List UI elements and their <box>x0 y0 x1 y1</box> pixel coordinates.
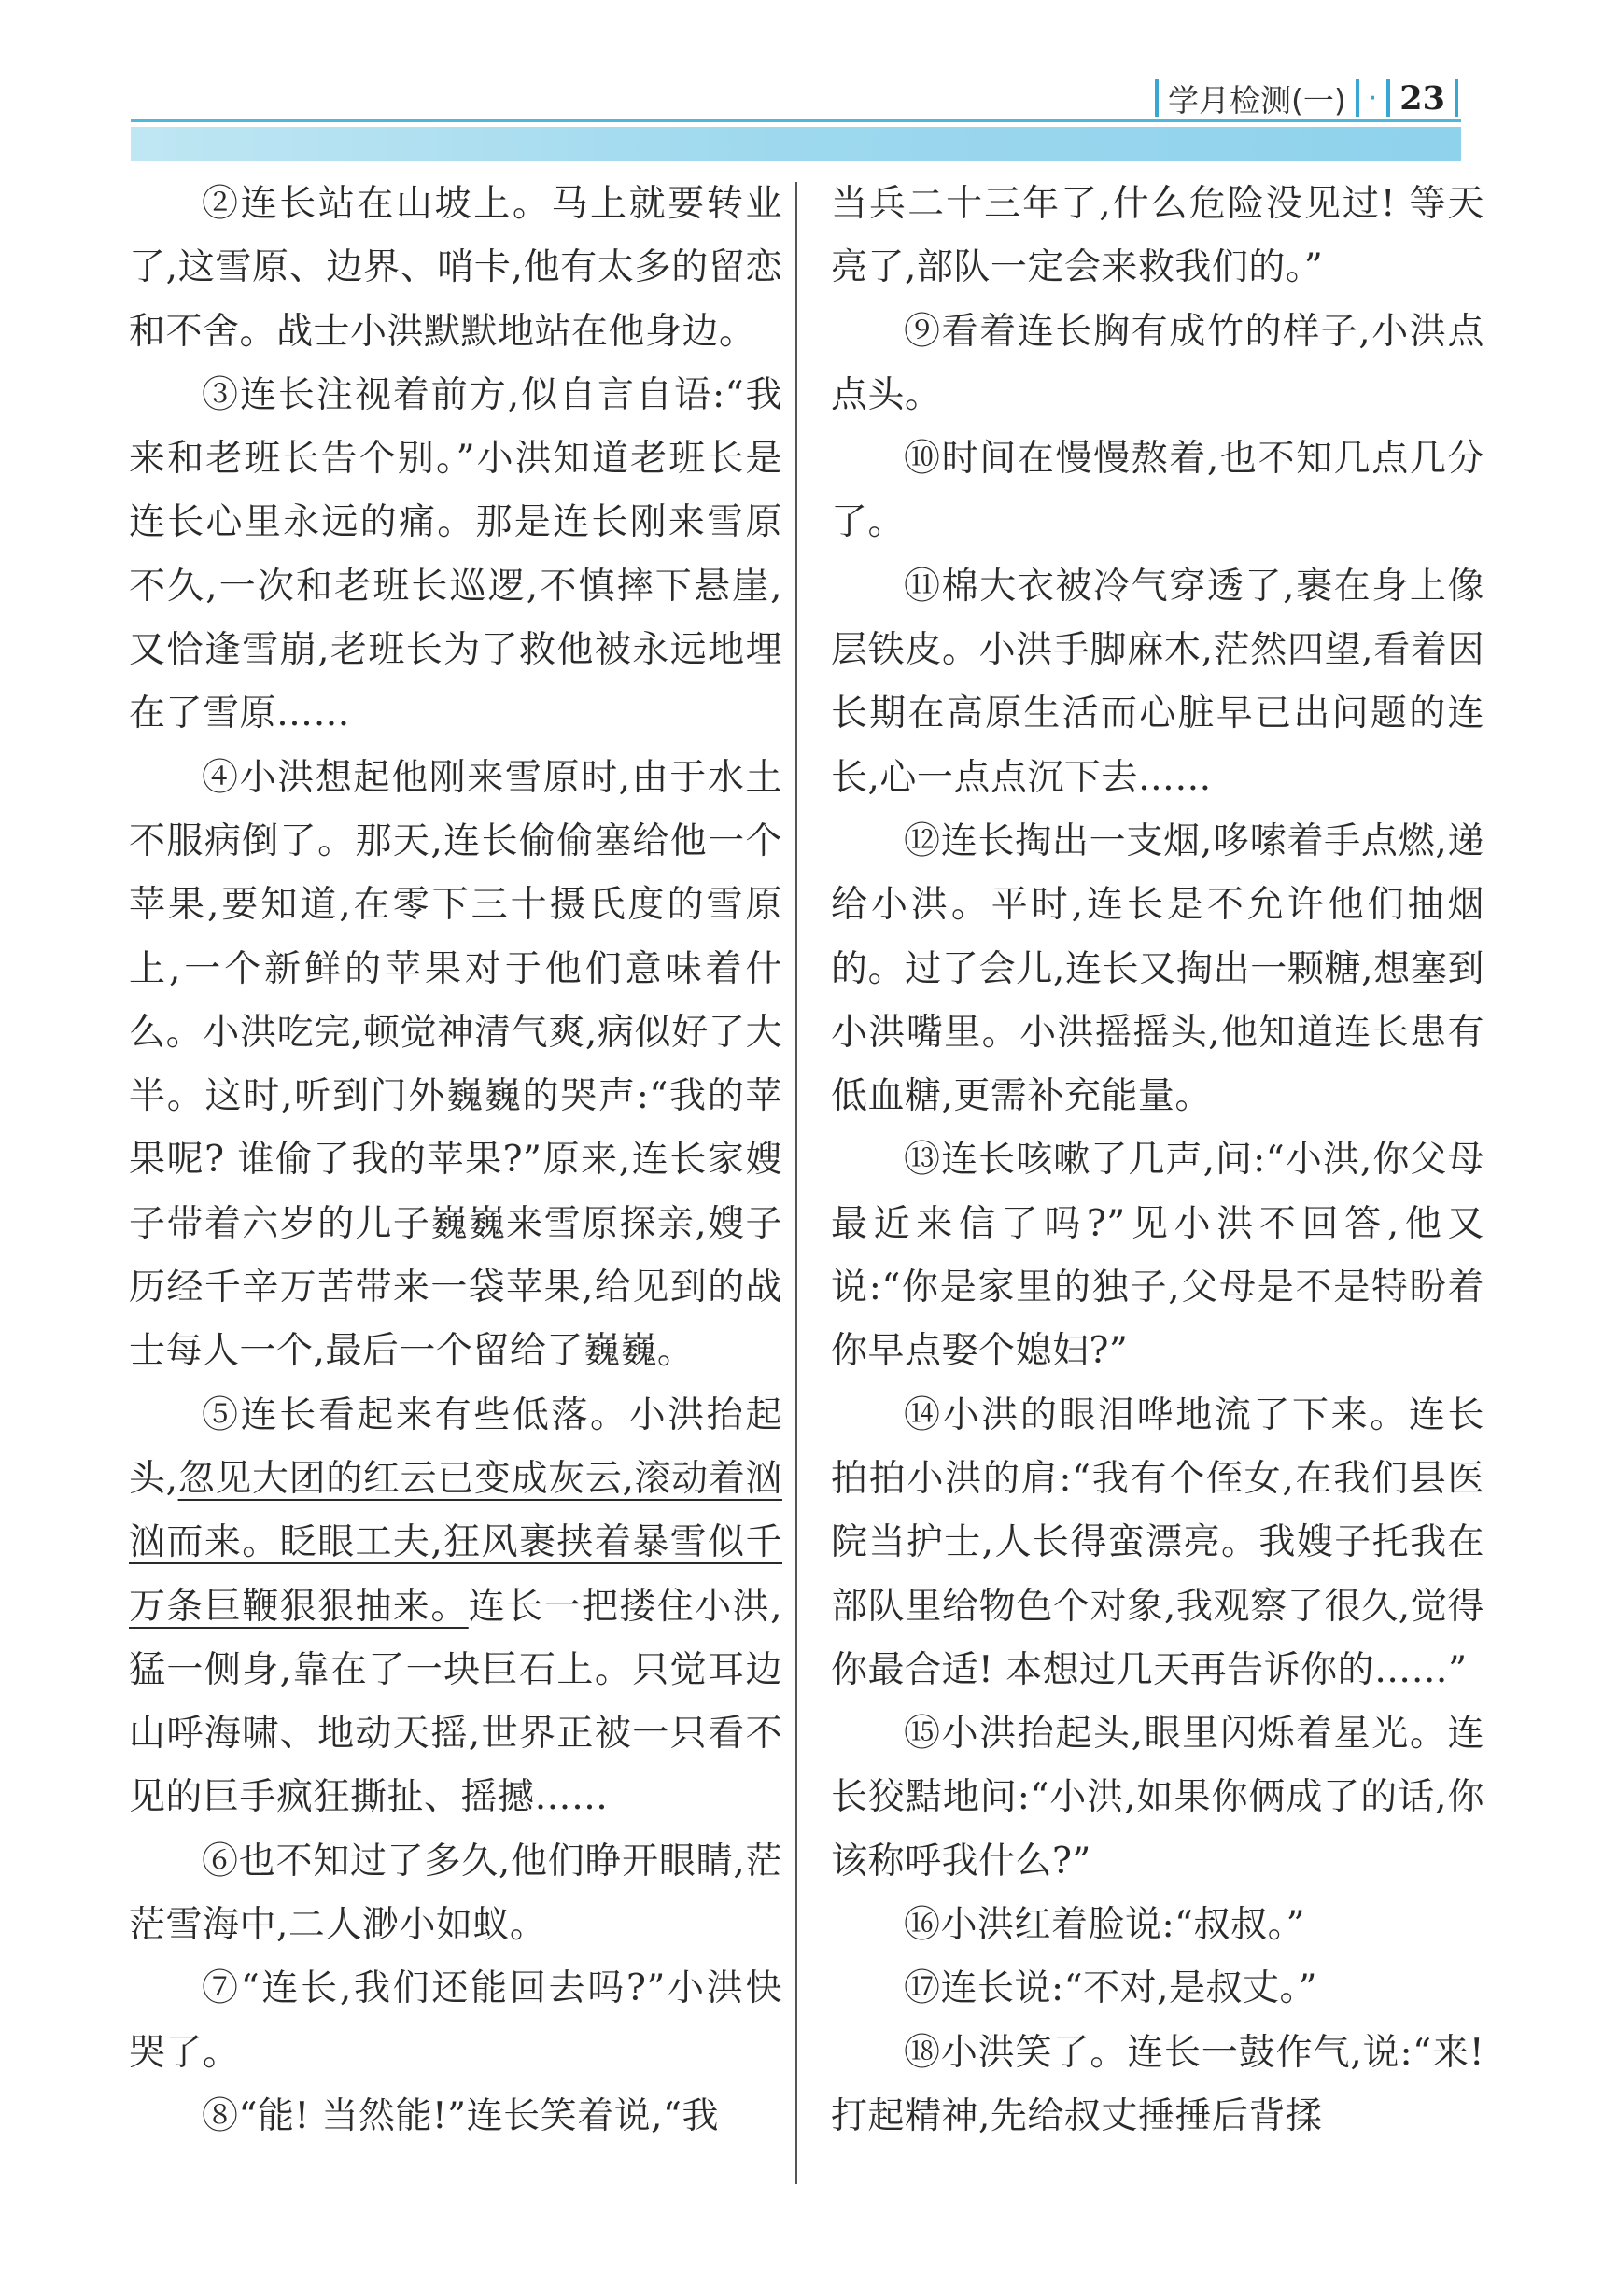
section-title: 学月检测(一) <box>1167 81 1346 119</box>
left-column <box>129 173 782 2149</box>
paragraph-5-end: 连长一把搂住小洪,猛一侧身,靠在了一块巨石上。只觉耳边山呼海啸、地动天摇,世界正被一只看不见的巨手疯狂撕扯、摇撼…… <box>129 1585 782 1819</box>
paragraph-14: ⑭小洪的眼泪哗地流了下来。连长拍拍小洪的肩:“我有个侄女,在我们县医院当护士,人长得蛮漂亮。我嫂子托我在部队里给物色个对象,我观察了很久,觉得你最合适! 本想过几天再告诉你的……” <box>831 1393 1484 1691</box>
paragraph-5-start: ⑤连长看起来有些低落。小洪抬起头, <box>129 1393 782 1500</box>
header-bar-mid2 <box>1386 79 1390 117</box>
paragraph-8-continued: 当兵二十三年了,什么危险没见过! 等天亮了,部队一定会来救我们的。” <box>831 183 1484 289</box>
paragraph-10: ⑩时间在慢慢熬着,也不知几点几分了。 <box>831 438 1484 544</box>
paragraph-12: ⑫连长掏出一支烟,哆嗦着手点燃,递给小洪。平时,连长是不允许他们抽烟的。过了会儿,连长又掏出一颗糖,想塞到小洪嘴里。小洪摇摇头,他知道连长患有低血糖,更需补充能量。 <box>831 819 1484 1118</box>
paragraph-5 <box>129 1384 782 1830</box>
page-number: 23 <box>1399 78 1445 118</box>
header-bar-mid <box>1356 79 1359 117</box>
header-strip <box>131 127 1461 161</box>
paragraph-4: ④小洪想起他刚来雪原时,由于水土不服病倒了。那天,连长偷偷塞给他一个苹果,要知道,在零下三十摄氏度的雪原上,一个新鲜的苹果对于他们意味着什么。小洪吃完,顿觉神清气爽,病似好了大半。这时,听到门外巍巍的哭声:“我的苹果呢? 谁偷了我的苹果?”原来,连长家嫂子带着六岁的儿子巍巍来雪原探亲,嫂子历经千辛万苦带来一袋苹果,给见到的战士每人一个,最后一个留给了巍巍。 <box>129 756 782 1373</box>
paragraph-6: ⑥也不知过了多久,他们睁开眼睛,茫茫雪海中,二人渺小如蚁。 <box>129 1840 782 1947</box>
right-column <box>831 173 1484 2149</box>
paragraph-11: ⑪棉大衣被冷气穿透了,裹在身上像层铁皮。小洪手脚麻木,茫然四望,看着因长期在高原生活而心脏早已出问题的连长,心一点点沉下去…… <box>831 565 1484 799</box>
page-header <box>0 0 1603 163</box>
paragraph-17: ⑰连长说:“不对,是叔丈。” <box>904 1967 1317 2010</box>
paragraph-16: ⑯小洪红着脸说:“叔叔。” <box>904 1904 1306 1947</box>
header-label <box>1155 77 1458 119</box>
column-divider <box>795 182 797 2184</box>
paragraph-3: ③连长注视着前方,似自言自语:“我来和老班长告个别。”小洪知道老班长是连长心里永远的痛。那是连长刚来雪原不久,一次和老班长巡逻,不慎摔下悬崖,又恰逢雪崩,老班长为了救他被永远地埋在了雪原…… <box>129 373 782 735</box>
header-bar-right <box>1455 79 1458 117</box>
paragraph-2: ②连长站在山坡上。马上就要转业了,这雪原、边界、哨卡,他有太多的留恋和不舍。战士小洪默默地站在他身边。 <box>129 183 782 353</box>
paragraph-9: ⑨看着连长胸有成竹的样子,小洪点点头。 <box>831 310 1484 416</box>
paragraph-15: ⑮小洪抬起头,眼里闪烁着星光。连长狡黠地问:“小洪,如果你俩成了的话,你该称呼我什么?” <box>831 1713 1484 1883</box>
paragraph-5-underlined: 忽见大团的红云已变成灰云,滚动着汹汹而来。眨眼工夫,狂风裹挟着暴雪似千万条巨鞭狠狠抽来。 <box>129 1457 782 1628</box>
header-bar-left <box>1155 79 1159 117</box>
paragraph-13: ⑬连长咳嗽了几声,问:“小洪,你父母最近来信了吗?”见小洪不回答,他又说:“你是家里的独子,父母是不是特盼着你早点娶个媳妇?” <box>831 1139 1484 1373</box>
header-separator: · <box>1368 81 1378 115</box>
paragraph-18: ⑱小洪笑了。连长一鼓作气,说:“来! 打起精神,先给叔丈捶捶后背揉 <box>831 2031 1484 2137</box>
paragraph-7: ⑦“连长,我们还能回去吗?”小洪快哭了。 <box>129 1967 782 2074</box>
paragraph-8: ⑧“能! 当然能!”连长笑着说,“我 <box>202 2094 719 2137</box>
